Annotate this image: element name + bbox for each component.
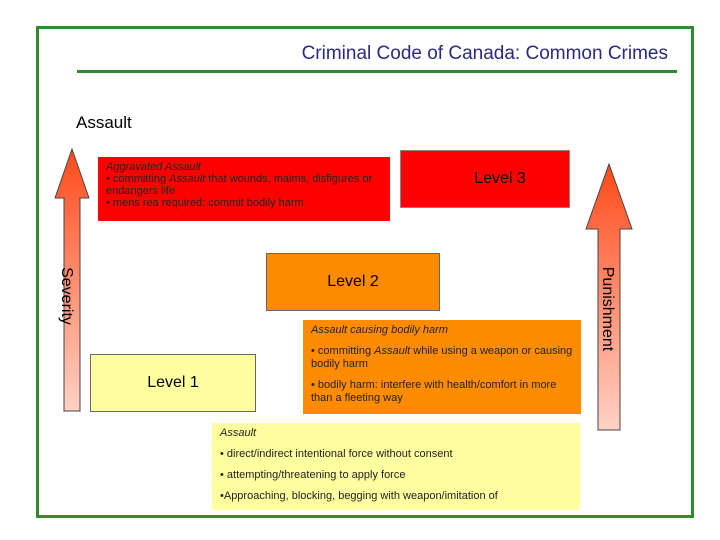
assault-bullet-3: •Approaching, blocking, begging with weapon/imitation of — [220, 490, 498, 502]
assault-box — [212, 423, 580, 510]
title-underline — [77, 70, 677, 73]
aggravated-assault-box — [98, 157, 390, 221]
aggravated-bullet-1: • committing Assault that wounds, maims, disfigures or endangers life — [106, 173, 373, 197]
bodily-harm-bullet-2: • bodily harm: interfere with health/comfort in more than a fleeting way — [311, 379, 557, 404]
severity-label: Severity — [58, 267, 75, 325]
level-1-box — [90, 354, 256, 412]
level-2-label: Level 2 — [327, 273, 379, 290]
section-heading: Assault — [76, 113, 132, 132]
level-1-label: Level 1 — [147, 374, 199, 391]
assault-heading: Assault — [220, 427, 257, 439]
level-2-box — [266, 253, 440, 311]
aggravated-bullet-2: • mens rea required: commit bodily harm — [106, 197, 304, 209]
assault-bullet-1: • direct/indirect intentional force without consent — [220, 448, 453, 460]
bodily-harm-box — [303, 320, 581, 414]
bodily-harm-bullet-1: • committing Assault while using a weapon or causing bodily harm — [311, 345, 573, 370]
level-3-label: Level 3 — [474, 170, 526, 187]
punishment-label: Punishment — [599, 266, 616, 352]
aggravated-heading: Aggravated Assault — [106, 161, 201, 173]
bodily-harm-heading: Assault causing bodily harm — [311, 324, 448, 336]
slide-title: Criminal Code of Canada: Common Crimes — [301, 43, 668, 64]
assault-bullet-2: • attempting/threatening to apply force — [220, 469, 406, 481]
level-3-box — [400, 150, 570, 208]
